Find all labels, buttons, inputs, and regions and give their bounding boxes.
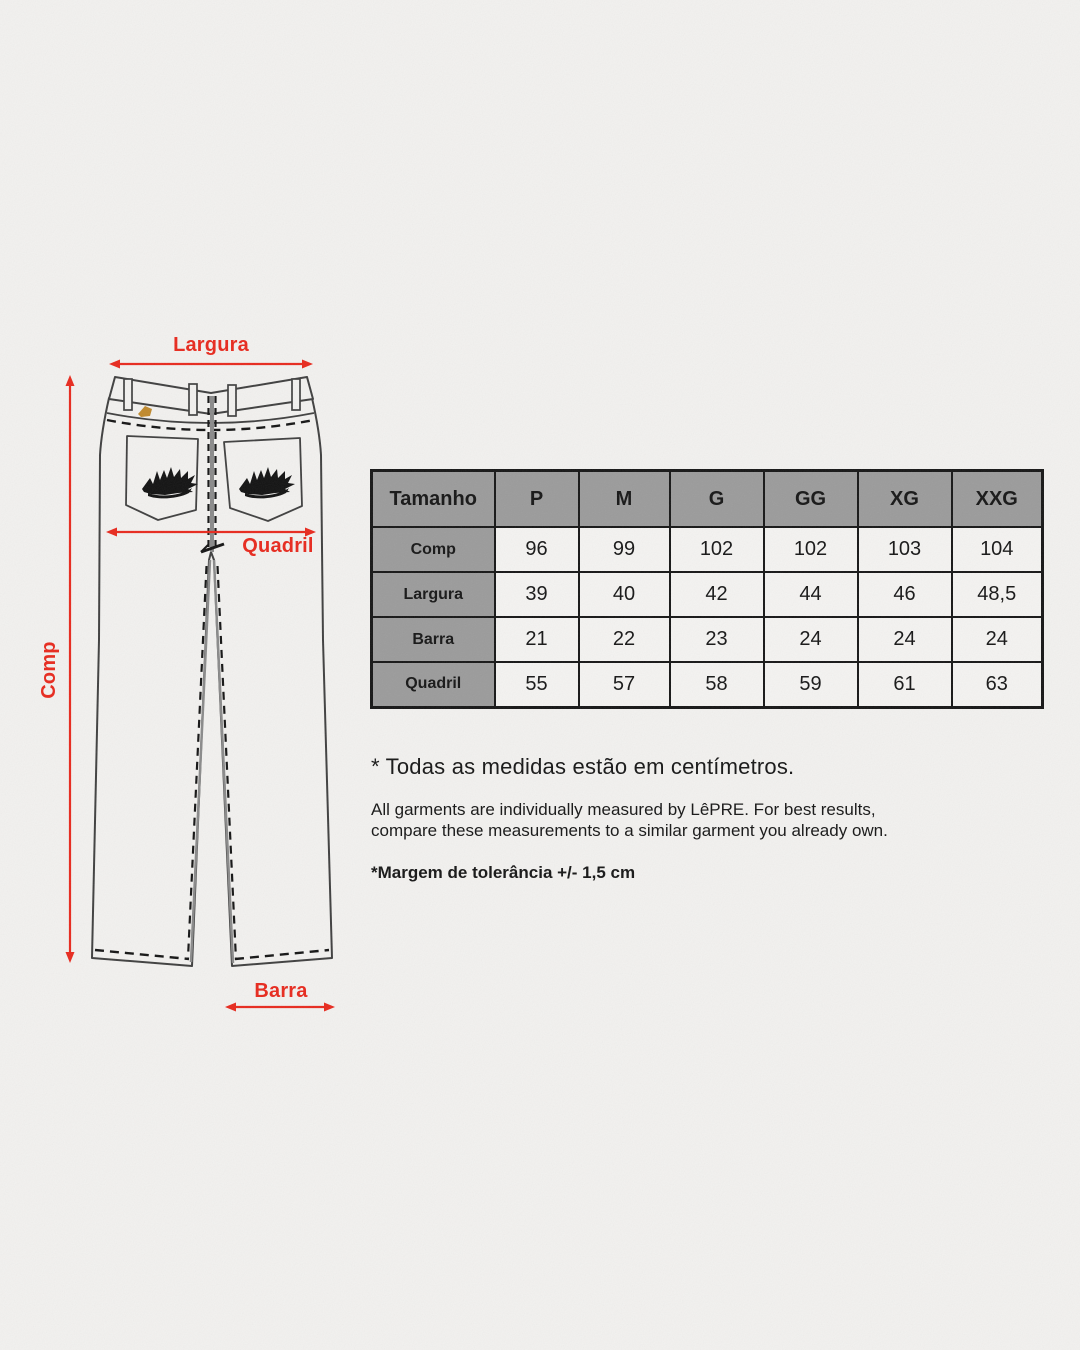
table-row <box>372 662 1043 707</box>
table-cell: 23 <box>670 617 764 662</box>
table-cell: 24 <box>858 617 952 662</box>
table-cell: 104 <box>952 527 1043 572</box>
largura-dimension-label: Largura <box>173 334 249 356</box>
table-cell: 39 <box>495 572 579 617</box>
barra-dimension-arrow <box>225 1003 335 1012</box>
tolerance-note: *Margem de tolerância +/- 1,5 cm <box>371 863 636 882</box>
units-note: * Todas as medidas estão em centímetros. <box>371 754 795 779</box>
table-cell: 48,5 <box>952 572 1043 617</box>
table-row <box>372 617 1043 662</box>
table-header-cell: M <box>579 471 670 528</box>
comp-dimension-arrow <box>66 375 75 963</box>
quadril-dimension-label: Quadril <box>242 535 314 557</box>
measurement-note <box>371 799 888 841</box>
table-row <box>372 527 1043 572</box>
table-cell: 21 <box>495 617 579 662</box>
measurement-note-line: All garments are individually measured by LêPRE. For best results, <box>371 800 876 819</box>
row-label-cell: Quadril <box>372 662 495 707</box>
table-header-cell: P <box>495 471 579 528</box>
table-cell: 63 <box>952 662 1043 707</box>
table-cell: 22 <box>579 617 670 662</box>
table-cell: 58 <box>670 662 764 707</box>
table-row <box>372 572 1043 617</box>
table-header-cell: Tamanho <box>372 471 495 528</box>
row-label-cell: Comp <box>372 527 495 572</box>
table-cell: 61 <box>858 662 952 707</box>
table-header-cell: GG <box>764 471 858 528</box>
table-header-cell: XG <box>858 471 952 528</box>
table-cell: 103 <box>858 527 952 572</box>
table-cell: 46 <box>858 572 952 617</box>
table-header-cell: G <box>670 471 764 528</box>
table-header-cell: XXG <box>952 471 1043 528</box>
table-header-row <box>372 471 1043 528</box>
row-label-cell: Largura <box>372 572 495 617</box>
table-cell: 44 <box>764 572 858 617</box>
table-cell: 57 <box>579 662 670 707</box>
size-table <box>370 469 1044 709</box>
table-cell: 99 <box>579 527 670 572</box>
table-cell: 102 <box>764 527 858 572</box>
measurement-note-line: compare these measurements to a similar garment you already own. <box>371 821 888 840</box>
table-cell: 40 <box>579 572 670 617</box>
row-label-cell: Barra <box>372 617 495 662</box>
table-cell: 24 <box>764 617 858 662</box>
table-cell: 59 <box>764 662 858 707</box>
comp-dimension-label: Comp <box>38 641 60 699</box>
table-cell: 102 <box>670 527 764 572</box>
barra-dimension-label: Barra <box>254 980 308 1002</box>
table-cell: 96 <box>495 527 579 572</box>
table-cell: 24 <box>952 617 1043 662</box>
largura-dimension-arrow <box>109 360 313 369</box>
table-cell: 55 <box>495 662 579 707</box>
table-cell: 42 <box>670 572 764 617</box>
